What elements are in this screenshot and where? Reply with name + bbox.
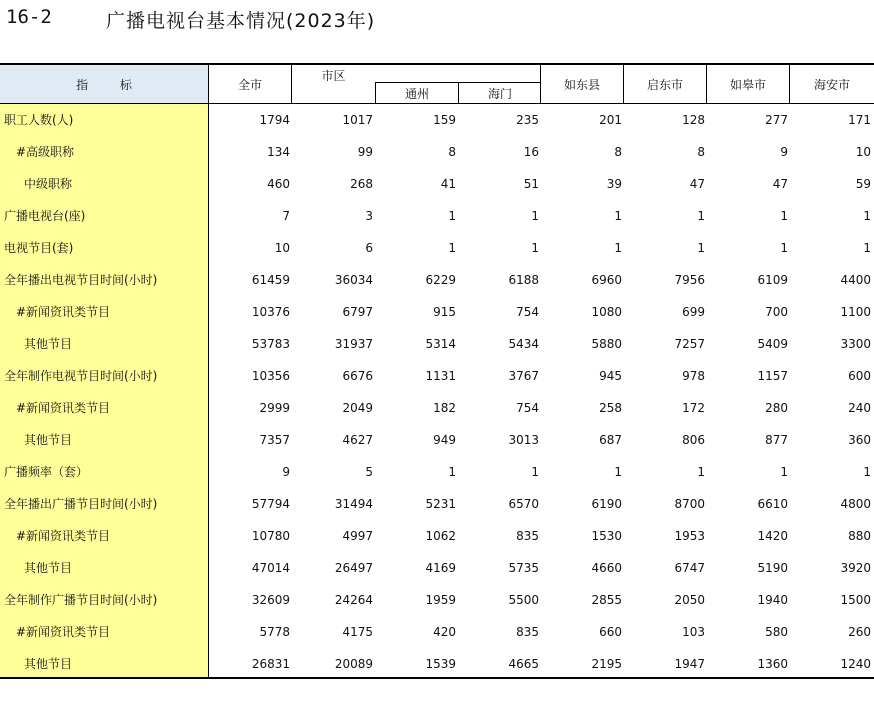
- row-label: 全年播出电视节目时间(小时): [4, 273, 158, 287]
- row-label: 其他节目: [24, 561, 73, 575]
- row-value: 1080: [591, 305, 622, 319]
- row-value: 24264: [334, 593, 373, 607]
- row-value: 8: [614, 145, 622, 159]
- row-label: 中级职称: [24, 177, 73, 191]
- row-value: 420: [433, 625, 456, 639]
- row-value: 1017: [342, 113, 373, 127]
- header-rudong: 如东县: [541, 65, 624, 103]
- row-value: 4997: [342, 529, 373, 543]
- row-value: 835: [516, 529, 539, 543]
- table-row: [0, 168, 874, 200]
- row-value: 1: [531, 209, 539, 223]
- row-label: 全年制作广播节目时间(小时): [4, 593, 158, 607]
- row-value: 16: [523, 145, 539, 159]
- row-label: 全年播出广播节目时间(小时): [4, 497, 158, 511]
- row-value: 61459: [251, 273, 290, 287]
- table-row: [0, 552, 874, 584]
- row-label: 职工人数(人): [4, 113, 74, 127]
- row-value: 8: [448, 145, 456, 159]
- row-value: 3013: [508, 433, 539, 447]
- row-value: 36034: [334, 273, 373, 287]
- row-value: 600: [848, 369, 871, 383]
- row-value: 57794: [251, 497, 290, 511]
- table-row: [0, 488, 874, 520]
- table-header: [0, 65, 874, 103]
- row-value: 2049: [342, 401, 373, 415]
- row-value: 235: [516, 113, 539, 127]
- row-value: 1: [863, 209, 871, 223]
- row-value: 460: [267, 177, 290, 191]
- row-value: 7357: [259, 433, 290, 447]
- row-value: 47014: [251, 561, 290, 575]
- row-value: 6190: [591, 497, 622, 511]
- row-value: 700: [765, 305, 788, 319]
- row-value: 5735: [508, 561, 539, 575]
- row-label: #新闻资讯类节目: [16, 529, 111, 543]
- row-value: 754: [516, 305, 539, 319]
- row-value: 3920: [840, 561, 871, 575]
- row-value: 5434: [508, 337, 539, 351]
- row-label: #高级职称: [16, 145, 75, 159]
- row-value: 20089: [334, 657, 373, 671]
- row-value: 5231: [425, 497, 456, 511]
- row-value: 4627: [342, 433, 373, 447]
- row-value: 7956: [674, 273, 705, 287]
- row-value: 128: [682, 113, 705, 127]
- row-value: 877: [765, 433, 788, 447]
- row-value: 134: [267, 145, 290, 159]
- row-value: 3300: [840, 337, 871, 351]
- row-value: 4175: [342, 625, 373, 639]
- row-value: 5314: [425, 337, 456, 351]
- table-row: [0, 296, 874, 328]
- row-value: 3767: [508, 369, 539, 383]
- header-city-district: [292, 65, 541, 103]
- table-row: [0, 424, 874, 456]
- table-row: [0, 392, 874, 424]
- row-value: 6960: [591, 273, 622, 287]
- row-value: 6747: [674, 561, 705, 575]
- row-value: 6676: [342, 369, 373, 383]
- row-value: 1: [448, 465, 456, 479]
- row-value: 1: [614, 209, 622, 223]
- row-value: 41: [440, 177, 456, 191]
- row-value: 1: [614, 465, 622, 479]
- row-value: 99: [357, 145, 373, 159]
- row-value: 6797: [342, 305, 373, 319]
- table-row: [0, 232, 874, 264]
- header-indicator: 指 标: [0, 65, 209, 103]
- row-value: 754: [516, 401, 539, 415]
- row-value: 201: [599, 113, 622, 127]
- table-row: [0, 136, 874, 168]
- row-value: 7: [282, 209, 290, 223]
- row-value: 2050: [674, 593, 705, 607]
- row-value: 1500: [840, 593, 871, 607]
- row-value: 1959: [425, 593, 456, 607]
- row-value: 2855: [591, 593, 622, 607]
- row-value: 172: [682, 401, 705, 415]
- header-all-city: 全市: [209, 65, 292, 103]
- row-value: 159: [433, 113, 456, 127]
- row-value: 1: [531, 241, 539, 255]
- row-value: 51: [523, 177, 539, 191]
- row-value: 580: [765, 625, 788, 639]
- row-value: 1: [697, 209, 705, 223]
- header-city-district-label: 市区: [321, 68, 346, 83]
- row-value: 1: [863, 241, 871, 255]
- row-value: 915: [433, 305, 456, 319]
- row-value: 47: [689, 177, 705, 191]
- row-value: 1131: [425, 369, 456, 383]
- row-value: 6188: [508, 273, 539, 287]
- row-value: 10780: [251, 529, 290, 543]
- row-value: 687: [599, 433, 622, 447]
- table-row: [0, 520, 874, 552]
- row-value: 6570: [508, 497, 539, 511]
- row-value: 5: [365, 465, 373, 479]
- row-value: 1: [697, 241, 705, 255]
- row-value: 53783: [251, 337, 290, 351]
- row-value: 1062: [425, 529, 456, 543]
- table-row: [0, 264, 874, 296]
- row-value: 9: [282, 465, 290, 479]
- row-value: 1: [531, 465, 539, 479]
- row-value: 1: [780, 465, 788, 479]
- row-value: 258: [599, 401, 622, 415]
- row-label: 其他节目: [24, 337, 73, 351]
- row-value: 26497: [334, 561, 373, 575]
- row-value: 32609: [251, 593, 290, 607]
- bottom-rule: [0, 677, 874, 679]
- header-rugao: 如皋市: [707, 65, 790, 103]
- row-value: 1947: [674, 657, 705, 671]
- table-row: [0, 648, 874, 680]
- row-value: 660: [599, 625, 622, 639]
- row-value: 9: [780, 145, 788, 159]
- row-value: 1100: [840, 305, 871, 319]
- header-qidong: 启东市: [624, 65, 707, 103]
- row-value: 103: [682, 625, 705, 639]
- row-value: 171: [848, 113, 871, 127]
- header-tongzhou: 通州: [375, 82, 458, 103]
- row-value: 5409: [757, 337, 788, 351]
- row-value: 6: [365, 241, 373, 255]
- row-value: 1: [614, 241, 622, 255]
- row-value: 1: [697, 465, 705, 479]
- row-value: 4665: [508, 657, 539, 671]
- row-value: 8: [697, 145, 705, 159]
- row-value: 2999: [259, 401, 290, 415]
- row-value: 5778: [259, 625, 290, 639]
- row-value: 1: [448, 209, 456, 223]
- row-value: 4660: [591, 561, 622, 575]
- table-number: 16-2: [6, 6, 52, 28]
- row-value: 277: [765, 113, 788, 127]
- row-label: #新闻资讯类节目: [16, 401, 111, 415]
- row-value: 10376: [251, 305, 290, 319]
- row-value: 880: [848, 529, 871, 543]
- page-title: [6, 6, 866, 32]
- row-value: 7257: [674, 337, 705, 351]
- row-value: 10356: [251, 369, 290, 383]
- table-row: [0, 104, 874, 136]
- row-value: 4169: [425, 561, 456, 575]
- header-haian: 海安市: [813, 77, 850, 92]
- row-value: 1: [863, 465, 871, 479]
- row-label: 全年制作电视节目时间(小时): [4, 369, 158, 383]
- row-label: 广播频率（套）: [4, 465, 89, 479]
- row-value: 10: [855, 145, 871, 159]
- row-value: 260: [848, 625, 871, 639]
- row-value: 1530: [591, 529, 622, 543]
- row-value: 3: [365, 209, 373, 223]
- table-title: 广播电视台基本情况(2023年): [106, 10, 376, 32]
- row-value: 10: [274, 241, 290, 255]
- row-value: 1240: [840, 657, 871, 671]
- row-value: 1157: [757, 369, 788, 383]
- row-value: 978: [682, 369, 705, 383]
- row-value: 1360: [757, 657, 788, 671]
- row-value: 31937: [334, 337, 373, 351]
- row-label: #新闻资讯类节目: [16, 625, 111, 639]
- row-value: 268: [350, 177, 373, 191]
- row-value: 806: [682, 433, 705, 447]
- row-value: 26831: [251, 657, 290, 671]
- row-value: 47: [772, 177, 788, 191]
- row-label: #新闻资讯类节目: [16, 305, 111, 319]
- row-value: 949: [433, 433, 456, 447]
- row-value: 1539: [425, 657, 456, 671]
- row-label: 广播电视台(座): [4, 209, 86, 223]
- row-value: 6109: [757, 273, 788, 287]
- row-value: 699: [682, 305, 705, 319]
- row-value: 6229: [425, 273, 456, 287]
- table-row: [0, 456, 874, 488]
- row-value: 835: [516, 625, 539, 639]
- table-row: [0, 200, 874, 232]
- row-value: 1420: [757, 529, 788, 543]
- table-row: [0, 360, 874, 392]
- row-value: 280: [765, 401, 788, 415]
- row-label: 其他节目: [24, 657, 73, 671]
- row-value: 1: [780, 241, 788, 255]
- row-value: 8700: [674, 497, 705, 511]
- row-value: 360: [848, 433, 871, 447]
- row-value: 182: [433, 401, 456, 415]
- row-value: 1940: [757, 593, 788, 607]
- row-value: 945: [599, 369, 622, 383]
- table-row: [0, 616, 874, 648]
- row-value: 5880: [591, 337, 622, 351]
- header-haimen: 海门: [458, 82, 541, 103]
- table-row: [0, 328, 874, 360]
- row-value: 39: [606, 177, 622, 191]
- row-value: 59: [855, 177, 871, 191]
- row-value: 31494: [334, 497, 373, 511]
- row-value: 1794: [259, 113, 290, 127]
- row-value: 4800: [840, 497, 871, 511]
- row-value: 2195: [591, 657, 622, 671]
- row-value: 1953: [674, 529, 705, 543]
- row-value: 1: [448, 241, 456, 255]
- table-row: [0, 584, 874, 616]
- row-value: 4400: [840, 273, 871, 287]
- row-value: 240: [848, 401, 871, 415]
- row-value: 1: [780, 209, 788, 223]
- row-label: 电视节目(套): [4, 241, 74, 255]
- row-value: 6610: [757, 497, 788, 511]
- row-value: 5500: [508, 593, 539, 607]
- row-label: 其他节目: [24, 433, 73, 447]
- row-value: 5190: [757, 561, 788, 575]
